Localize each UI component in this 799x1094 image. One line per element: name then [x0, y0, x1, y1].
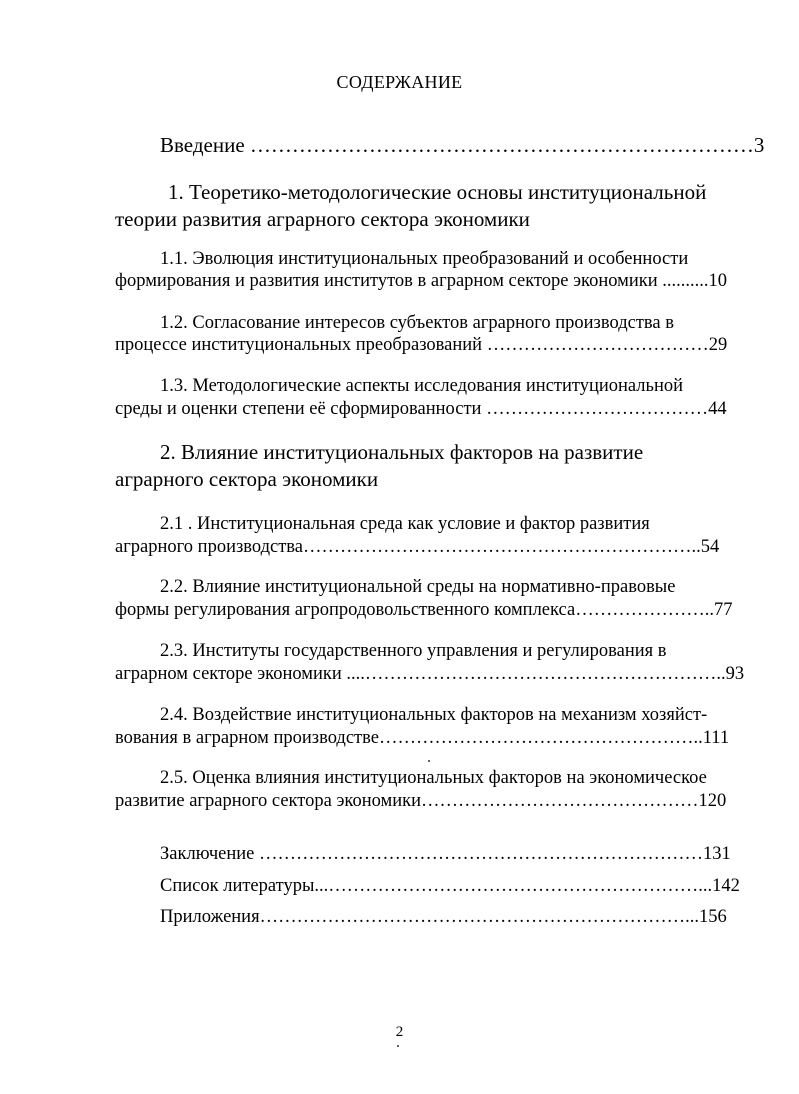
toc-entry-2-1-line2: аграрного производства………………………………………………………..54	[115, 537, 720, 557]
toc-entry-conclusion: Заключение ………………………………………………………………131	[160, 844, 731, 864]
toc-entry-2-3-line2: аграрном секторе экономики ....…………………………………………………..93	[115, 664, 745, 684]
toc-entry-1-1-line1: 1.1. Эволюция институциональных преобразований и особенности	[160, 249, 689, 269]
toc-entry-1-3-line2: среды и оценки степени её сформированности ………………………………44	[115, 399, 727, 419]
section-2-heading-line1: 2. Влияние институциональных факторов на развитие	[160, 440, 644, 464]
toc-entry-2-1-line1: 2.1 . Институциональная среда как условие и фактор развития	[160, 514, 650, 534]
toc-entry-introduction: Введение ………………………………………………………………3	[160, 133, 765, 157]
section-1-heading-line1: 1. Теоретико-методологические основы институциональной	[168, 180, 707, 204]
toc-entry-2-2-line1: 2.2. Влияние институциональной среды на нормативно-правовые	[160, 577, 676, 597]
toc-entry-2-3-line1: 2.3. Институты государственного управления и регулирования в	[160, 641, 667, 661]
toc-entry-2-5-line1: 2.5. Оценка влияния институциональных факторов на экономическое	[160, 768, 707, 788]
contents-title: СОДЕРЖАНИЕ	[336, 72, 463, 92]
section-2-heading-line2: аграрного сектора экономики	[115, 467, 379, 491]
toc-entry-2-5-line2: развитие аграрного сектора экономики………………………………………120	[115, 791, 727, 811]
scan-speck	[428, 760, 430, 762]
toc-entry-1-3-line1: 1.3. Методологические аспекты исследования институциональной	[160, 376, 684, 396]
toc-entry-2-4-line1: 2.4. Воздействие институциональных факторов на механизм хозяйст-	[160, 705, 708, 725]
toc-entry-2-4-line2: вования в аграрном производстве……………………………………………..111	[115, 728, 730, 748]
toc-entry-literature: Список литературы...……………………………………………………...142	[160, 876, 740, 896]
section-1-heading-line2: теории развития аграрного сектора экономики	[115, 207, 530, 231]
scan-speck	[397, 1045, 399, 1047]
toc-entry-1-2-line1: 1.2. Согласование интересов субъектов аграрного производства в	[160, 313, 674, 333]
toc-entry-appendix: Приложения……………………………………………………………...156	[160, 907, 727, 927]
page-number: 2	[395, 1024, 404, 1040]
toc-entry-2-2-line2: формы регулирования агропродовольственного комплекса…………………..77	[115, 600, 733, 620]
toc-entry-1-1-line2: формирования и развития институтов в аграрном секторе экономики ..........10	[115, 271, 728, 291]
toc-entry-1-2-line2: процессе институциональных преобразований ………………………………29	[115, 335, 728, 355]
